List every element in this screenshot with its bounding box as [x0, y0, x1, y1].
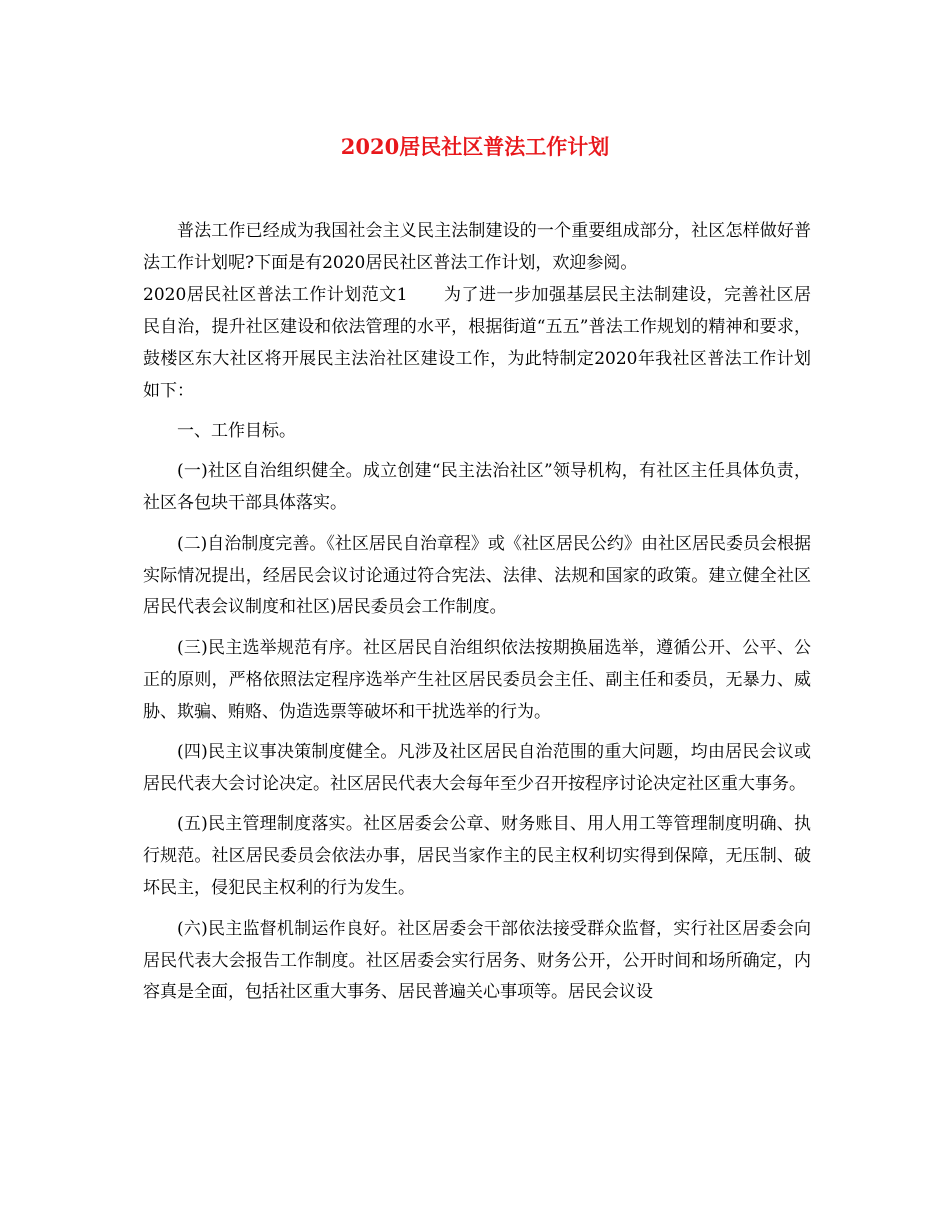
sample-text: 为了进一步加强基层民主法制建设，完善社区居民自治，提升社区建设和依法管理的水平，根据街道“五五”普法工作规划的精神和要求，鼓楼区东大社区将开展民主法治社区建设工作，为此特制定2020年我社区普法工作计划如下： — [143, 284, 811, 401]
goal-item-1: (一)社区自治组织健全。成立创建“民主法治社区”领导机构，有社区主任具体负责，社区各包块干部具体落实。 — [143, 461, 811, 514]
section-heading: 一、工作目标。 — [177, 420, 296, 441]
goal-item-4: (四)民主议事决策制度健全。凡涉及社区居民自治范围的重大问题，均由居民会议或居民代表大会讨论决定。社区居民代表大会每年至少召开按程序讨论决定社区重大事务。 — [143, 742, 811, 794]
goal-item-2: (二)自治制度完善。《社区居民自治章程》或《社区居民公约》由社区居民委员会根据实际情况提出，经居民会议讨论通过符合宪法、法律、法规和国家的政策。建立健全社区居民代表会议制度和社区)居民委员会工作制度。 — [143, 533, 811, 618]
intro-paragraph: 普法工作已经成为我国社会主义民主法制建设的一个重要组成部分，社区怎样做好普法工作计划呢?下面是有2020居民社区普法工作计划，欢迎参阅。 — [143, 221, 811, 273]
goal-item-5: (五)民主管理制度落实。社区居委会公章、财务账目、用人用工等管理制度明确、执行规范。社区居民委员会依法办事，居民当家作主的民主权利切实得到保障，无压制、破坏民主，侵犯民主权利的行为发生。 — [143, 814, 811, 899]
sample-paragraph — [143, 280, 811, 408]
document-title: 2020居民社区普法工作计划 — [340, 134, 610, 159]
goal-item-6: (六)民主监督机制运作良好。社区居委会干部依法接受群众监督，实行社区居委会向居民代表大会报告工作制度。社区居委会实行居务、财务公开，公开时间和场所确定，内容真是全面，包括社区重大事务、居民普遍关心事项等。居民会议设 — [143, 918, 811, 1003]
document-body — [143, 216, 811, 1009]
goal-item-3: (三)民主选举规范有序。社区居民自治组织依法按期换届选举，遵循公开、公平、公正的原则，严格依照法定程序选举产生社区居民委员会主任、副主任和委员，无暴力、威胁、欺骗、贿赂、伪造选票等破坏和干扰选举的行为。 — [143, 637, 811, 722]
sample-heading: 2020居民社区普法工作计划范文1 — [143, 284, 408, 305]
